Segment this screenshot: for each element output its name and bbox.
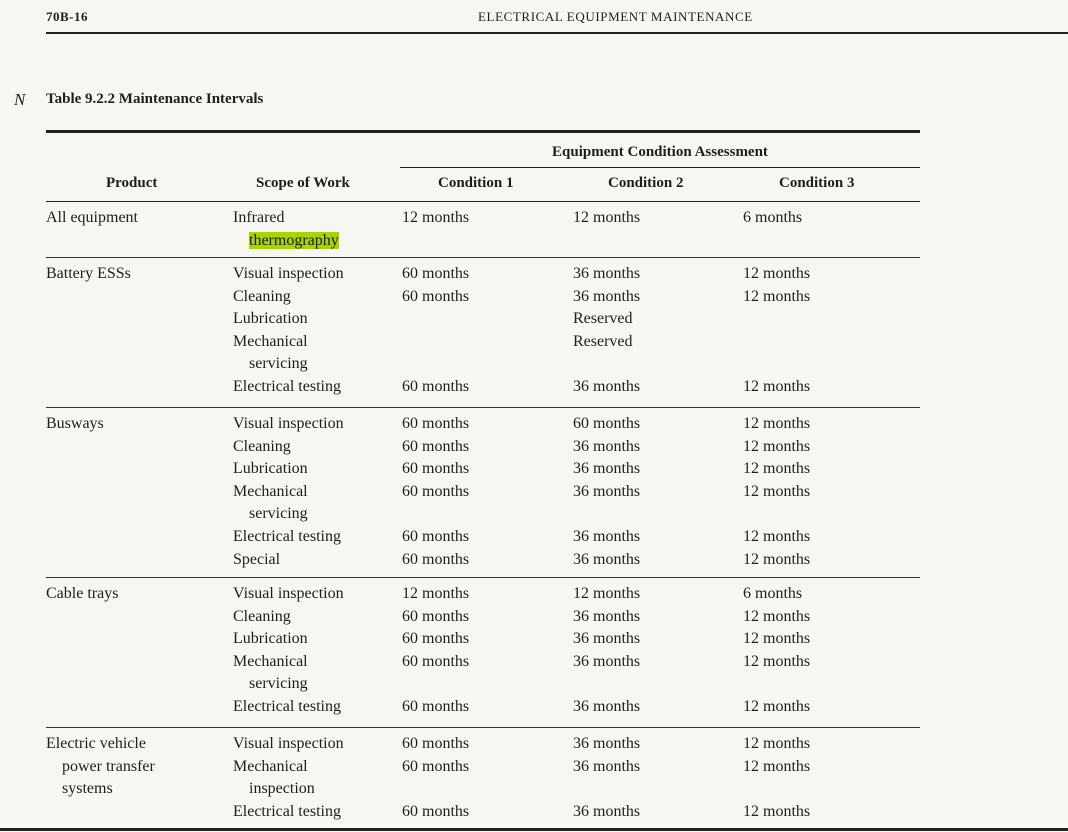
column-header-product: Product (106, 175, 158, 191)
table-title: Table 9.2.2 Maintenance Intervals (46, 91, 264, 107)
column-header-scope: Scope of Work (256, 175, 350, 191)
product-label: Busways (46, 415, 104, 432)
header-rule-bottom (46, 201, 920, 202)
scope-of-work: Mechanical (233, 482, 308, 500)
condition-1-value: 60 months (402, 415, 470, 432)
group-separator (46, 727, 920, 728)
title-rule (46, 130, 920, 133)
group-separator (46, 577, 920, 578)
condition-2-value: 60 months (573, 415, 641, 432)
condition-1-value: 60 months (402, 287, 470, 305)
scope-of-work: Special (233, 550, 281, 568)
condition-1-value: 60 months (402, 460, 470, 478)
page-header (0, 0, 1068, 38)
group-separator (46, 257, 920, 258)
condition-1-value: 60 months (402, 630, 470, 648)
page-number: 70B-16 (46, 9, 88, 24)
condition-2-value: 36 months (573, 460, 641, 478)
condition-1-value: 60 months (402, 757, 470, 775)
running-head: ELECTRICAL EQUIPMENT MAINTENANCE (478, 9, 753, 24)
condition-3-value: 12 months (743, 528, 811, 545)
condition-3-value: 12 months (743, 735, 811, 752)
condition-2-value: 36 months (573, 550, 641, 568)
scope-of-work (233, 230, 339, 252)
product-label: Battery ESSs (46, 265, 131, 282)
condition-1-value: 60 months (402, 378, 470, 395)
condition-1-value: 60 months (402, 735, 470, 752)
condition-3-value: 12 months (743, 287, 811, 305)
condition-3-value: 12 months (743, 698, 811, 715)
scope-of-work: Cleaning (233, 437, 291, 455)
scope-of-work: Mechanical (233, 757, 308, 775)
condition-3-value: 12 months (743, 482, 811, 500)
condition-3-value: 12 months (743, 550, 811, 568)
product-label: Electric vehicle (46, 735, 146, 752)
highlighted-text: thermography (249, 231, 339, 249)
condition-1-value: 60 months (402, 550, 470, 568)
condition-2-value: 36 months (573, 698, 641, 715)
condition-3-value: 12 months (743, 607, 811, 625)
page-bottom-rule (0, 828, 1068, 831)
condition-3-value: 12 months (743, 652, 811, 670)
condition-2-value: 36 months (573, 607, 641, 625)
condition-1-value: 12 months (402, 209, 470, 226)
product-label: power transfer (62, 757, 155, 775)
scope-of-work: servicing (249, 355, 308, 373)
condition-3-value: 12 months (743, 802, 811, 820)
condition-3-value: 12 months (743, 265, 811, 282)
condition-2-value: Reserved (573, 310, 633, 328)
condition-3-value: 12 months (743, 630, 811, 648)
scope-of-work: Electrical testing (233, 698, 341, 715)
product-label: All equipment (46, 209, 138, 226)
condition-3-value: 12 months (743, 378, 811, 395)
scope-of-work: Infrared (233, 209, 285, 226)
scope-of-work: Lubrication (233, 460, 308, 478)
column-header-condition-3: Condition 3 (779, 175, 855, 191)
condition-1-value: 60 months (402, 698, 470, 715)
condition-3-value: 6 months (743, 585, 803, 602)
condition-3-value: 6 months (743, 209, 803, 226)
condition-2-value: 12 months (573, 585, 641, 602)
condition-1-value: 12 months (402, 585, 470, 602)
column-header-condition-2: Condition 2 (608, 175, 684, 191)
condition-1-value: 60 months (402, 528, 470, 545)
scope-of-work: Lubrication (233, 630, 308, 648)
condition-3-value: 12 months (743, 460, 811, 478)
condition-2-value: 36 months (573, 630, 641, 648)
condition-3-value: 12 months (743, 415, 811, 432)
group-header: Equipment Condition Assessment (552, 144, 768, 160)
condition-2-value: 36 months (573, 652, 641, 670)
condition-2-value: Reserved (573, 332, 633, 350)
scope-of-work: Visual inspection (233, 585, 344, 602)
revision-mark: N (14, 90, 26, 109)
condition-2-value: 36 months (573, 735, 641, 752)
scope-of-work: Electrical testing (233, 378, 341, 395)
scope-of-work: Visual inspection (233, 415, 344, 432)
scope-of-work: Cleaning (233, 287, 291, 305)
scope-of-work: servicing (249, 505, 308, 523)
column-header-condition-1: Condition 1 (438, 175, 514, 191)
condition-1-value: 60 months (402, 437, 470, 455)
product-label: systems (62, 780, 113, 798)
condition-1-value: 60 months (402, 265, 470, 282)
scope-of-work: servicing (249, 675, 308, 693)
condition-2-value: 36 months (573, 802, 641, 820)
condition-2-value: 36 months (573, 757, 641, 775)
condition-2-value: 36 months (573, 265, 641, 282)
condition-1-value: 60 months (402, 652, 470, 670)
scope-of-work: Lubrication (233, 310, 308, 328)
condition-2-value: 12 months (573, 209, 641, 226)
scope-of-work: Visual inspection (233, 265, 344, 282)
condition-1-value: 60 months (402, 607, 470, 625)
condition-2-value: 36 months (573, 437, 641, 455)
scope-of-work: Mechanical (233, 332, 308, 350)
product-label: Cable trays (46, 585, 119, 602)
condition-3-value: 12 months (743, 757, 811, 775)
condition-1-value: 60 months (402, 802, 470, 820)
condition-2-value: 36 months (573, 378, 641, 395)
scope-of-work: Mechanical (233, 652, 308, 670)
condition-1-value: 60 months (402, 482, 470, 500)
scope-of-work: Electrical testing (233, 802, 341, 820)
group-separator (46, 407, 920, 408)
scope-of-work: Electrical testing (233, 528, 341, 545)
group-header-rule (400, 167, 920, 168)
scope-of-work: inspection (249, 780, 315, 798)
scope-of-work: Cleaning (233, 607, 291, 625)
scope-of-work: Visual inspection (233, 735, 344, 752)
header-rule (46, 32, 1068, 34)
condition-2-value: 36 months (573, 482, 641, 500)
condition-2-value: 36 months (573, 287, 641, 305)
condition-3-value: 12 months (743, 437, 811, 455)
condition-2-value: 36 months (573, 528, 641, 545)
